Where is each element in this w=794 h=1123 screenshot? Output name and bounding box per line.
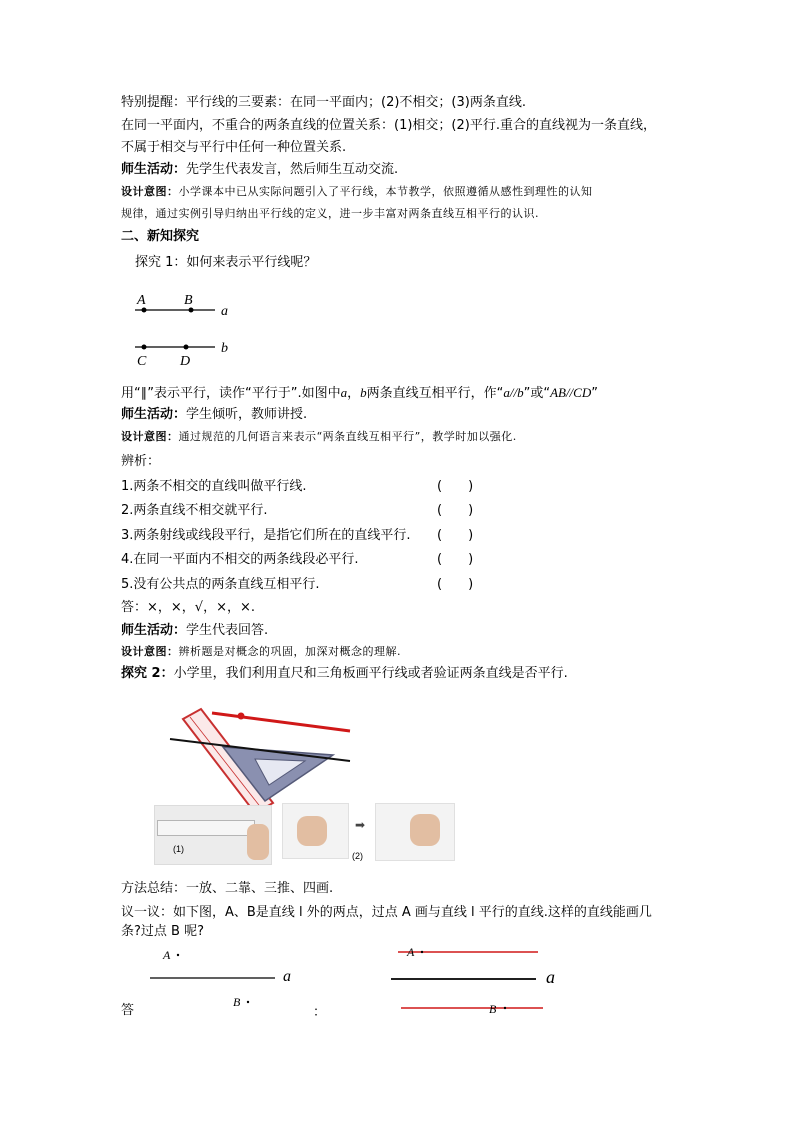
judge-paren-1: ( )	[437, 479, 474, 494]
judge-paren-3: ( )	[437, 528, 474, 543]
judge-answer: 答：×，×，√，×，×.	[121, 600, 255, 615]
judge-paren-5: ( )	[437, 577, 474, 592]
design-3-text: 辨析题是对概念的巩固，加深对概念的理解.	[178, 645, 401, 658]
design-2-text: 通过规范的几何语言来表示“两条直线互相平行”，教学时加以强化.	[178, 430, 517, 443]
label-B: B	[184, 293, 193, 308]
design-1-line1	[121, 183, 593, 201]
design-1-line2: 规律，通过实例引导归纳出平行线的定义，进一步丰富对两条直线互相平行的认识.	[121, 207, 539, 220]
design-3	[121, 643, 401, 661]
photo-label-1: (1)	[173, 844, 184, 854]
left-label-A: A	[163, 948, 171, 962]
hand-photo-2	[297, 816, 327, 846]
left-label-B: B	[233, 995, 241, 1009]
photo-panel-2	[282, 803, 349, 859]
answer-label: 答	[121, 1003, 135, 1018]
notation-text	[121, 384, 598, 403]
answer-colon: ：	[313, 1005, 327, 1020]
notation-comma: ，	[347, 386, 361, 401]
label-b: b	[221, 341, 228, 356]
explore-2-label: 探究 2：	[121, 666, 174, 681]
activity-1-text: 先学生代表发言，然后师生互动交流.	[186, 162, 399, 177]
point-D	[184, 345, 189, 350]
red-point	[238, 713, 245, 720]
discuss-line2: 条?过点 B 呢?	[121, 924, 204, 939]
hand-photo-3	[410, 814, 440, 846]
judge-paren-4: ( )	[437, 552, 474, 567]
point-B	[189, 308, 194, 313]
notation-part2: 两条直线互相平行，作“	[366, 386, 504, 401]
ruler-triangle-illustration	[165, 695, 355, 815]
left-label-a: a	[283, 968, 291, 985]
photo-label-2: (2)	[352, 851, 363, 861]
notation-ab: a//b	[503, 385, 524, 400]
activity-3	[121, 622, 268, 640]
judge-item-5: 5.没有公共点的两条直线互相平行.	[121, 577, 320, 592]
method-summary: 方法总结：一放、二靠、三推、四画.	[121, 881, 334, 896]
label-a: a	[221, 304, 228, 319]
activity-2-text: 学生倾听，教师讲授.	[186, 407, 308, 422]
arrow-icon: ➡	[355, 818, 366, 832]
label-C: C	[137, 354, 147, 369]
notation-part1: 用“∥”表示平行，读作“平行于”.如图中	[121, 386, 341, 401]
design-2	[121, 428, 517, 446]
activity-2-label: 师生活动：	[121, 407, 187, 422]
judge-item-2: 2.两条直线不相交就平行.	[121, 503, 268, 518]
design-1-text1: 小学课本中已从实际问题引入了平行线，本节教学，依照遵循从感性到理性的认知	[178, 185, 593, 198]
activity-1-label: 师生活动：	[121, 162, 187, 177]
discuss-line1: 议一议：如下图，A、B是直线 l 外的两点，过点 A 画与直线 l 平行的直线.这样的直线能画几	[121, 905, 652, 920]
hand-photo-1	[247, 824, 269, 860]
activity-3-label: 师生活动：	[121, 623, 187, 638]
design-2-label: 设计意图：	[121, 430, 179, 443]
notation-abcd: AB//CD	[550, 385, 592, 400]
relation-text-line2: 不属于相交与平行中任何一种位置关系.	[121, 140, 347, 155]
right-point-A	[421, 951, 423, 953]
point-C	[142, 345, 147, 350]
section-heading: 二、新知探究	[121, 229, 200, 244]
ruler-photo	[157, 820, 255, 836]
label-A: A	[137, 293, 146, 308]
notation-a: a	[340, 385, 348, 400]
judge-paren-2: ( )	[437, 503, 474, 518]
relation-text-line1: 在同一平面内，不重合的两条直线的位置关系：(1)相交；(2)平行.重合的直线视为一条直线，	[121, 118, 656, 133]
explore-1-heading: 探究 1：如何来表示平行线呢？	[135, 255, 317, 270]
notation-part4: ”	[591, 386, 598, 401]
right-label-a: a	[546, 967, 555, 987]
judge-title: 辨析：	[121, 454, 161, 469]
activity-1	[121, 161, 398, 179]
activity-3-text: 学生代表回答.	[186, 623, 269, 638]
design-1-label: 设计意图：	[121, 185, 179, 198]
discuss-figure-right	[388, 938, 568, 1023]
judge-item-1: 1.两条不相交的直线叫做平行线.	[121, 479, 307, 494]
parallel-lines-figure	[125, 285, 255, 370]
judge-item-3: 3.两条射线或线段平行，是指它们所在的直线平行.	[121, 528, 411, 543]
left-point-A	[177, 954, 179, 956]
red-line	[212, 713, 350, 731]
reminder-text: 特别提醒：平行线的三要素：在同一平面内；(2)不相交；(3)两条直线.	[121, 95, 526, 110]
notation-part3: ”或“	[523, 386, 551, 401]
activity-2	[121, 406, 307, 424]
photo-panel-1	[154, 805, 272, 865]
left-point-B	[247, 1001, 249, 1003]
discuss-figure-left	[145, 943, 305, 1013]
photo-panel-3	[375, 803, 455, 861]
explore-2-text: 小学里，我们利用直尺和三角板画平行线或者验证两条直线是否平行.	[173, 666, 568, 681]
point-A	[142, 308, 147, 313]
right-label-B: B	[489, 1002, 497, 1016]
explore-2	[121, 665, 568, 683]
right-label-A: A	[407, 945, 415, 959]
judge-item-4: 4.在同一平面内不相交的两条线段必平行.	[121, 552, 359, 567]
design-3-label: 设计意图：	[121, 645, 179, 658]
notation-b: b	[360, 385, 367, 400]
right-point-B	[504, 1007, 506, 1009]
label-D: D	[180, 354, 191, 369]
